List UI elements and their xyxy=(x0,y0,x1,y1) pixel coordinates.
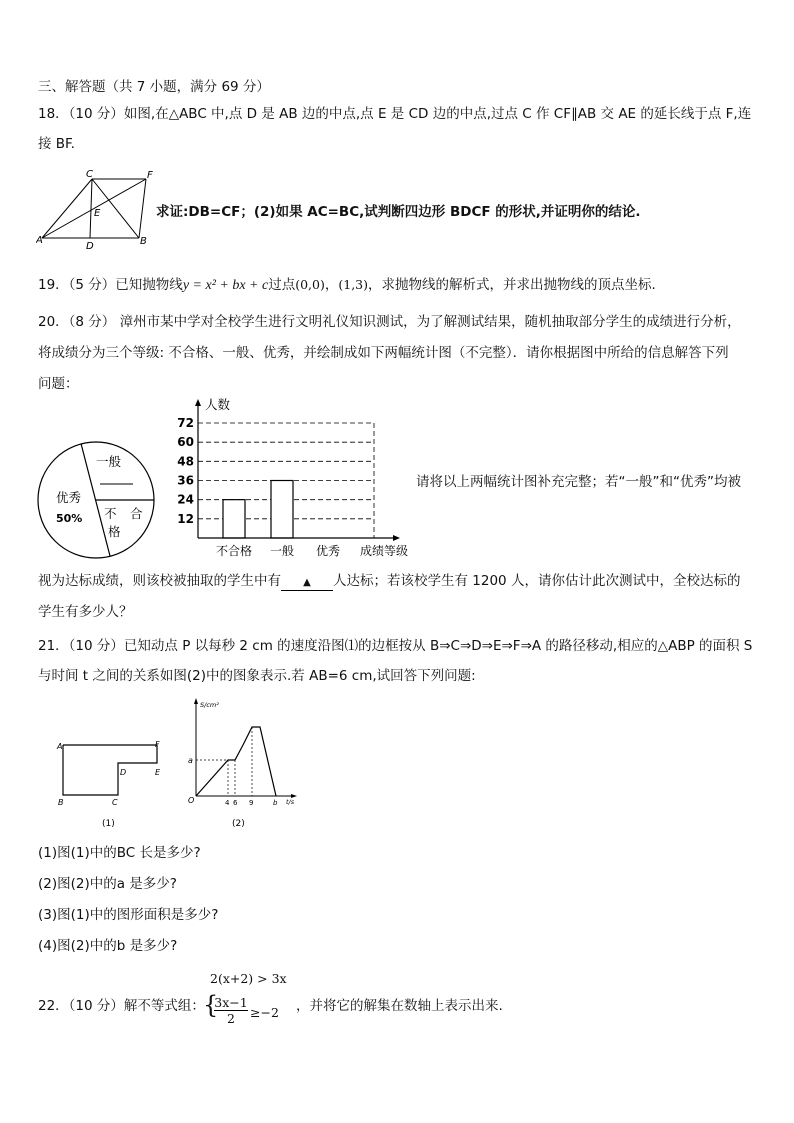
y-tick-label: 24 xyxy=(177,492,194,507)
fig2-origin: O xyxy=(188,796,195,805)
q18-triangle-figure xyxy=(36,168,161,250)
fig1-caption: (1) xyxy=(102,819,115,829)
fig1-label-d: D xyxy=(120,768,127,777)
q20-side-text: 请将以上两幅统计图补充完整；若“一般”和“优秀”均被 xyxy=(416,474,741,490)
label-e: E xyxy=(94,208,101,219)
q22-ineq2-rest: ≥−2 xyxy=(250,1005,279,1020)
fig2-tick-9: 9 xyxy=(249,799,254,807)
fig2-graph-line xyxy=(196,727,276,796)
q19-formula: y = x² + bx + c xyxy=(182,278,269,293)
q21-figure-2 xyxy=(180,695,305,830)
q19-point2: (1,3) xyxy=(338,277,368,292)
q22-suffix: ，并将它的解集在数轴上表示出来. xyxy=(296,998,503,1014)
label-d: D xyxy=(86,241,94,250)
x-category-label: 一般 xyxy=(269,544,295,558)
q19-mid: 过点 xyxy=(268,277,296,293)
fig2-tick-b: b xyxy=(273,799,278,807)
q19-suffix: ，求抛物线的解析式，并求出抛物线的顶点坐标. xyxy=(368,277,656,293)
q21-sub4: (4)图(2)中的b 是多少? xyxy=(38,938,178,954)
fig2-y-label: S/cm² xyxy=(200,701,219,709)
q19-line xyxy=(38,276,656,295)
y-tick-label: 72 xyxy=(177,416,194,430)
x-category-label: 不合格 xyxy=(215,544,253,558)
q18-line1: 18．（10 分）如图,在△ABC 中,点 D 是 AB 边的中点,点 E 是 CD 边的中点,过点 C 作 CF∥AB 交 AE 的延长线于点 F,连 xyxy=(38,106,752,122)
fig2-tick-4: 4 xyxy=(225,799,230,807)
q21-sub1: (1)图(1)中的BC 长是多少? xyxy=(38,845,201,861)
y-axis-arrow xyxy=(195,399,201,406)
q20-line4-b: 人达标；若该校学生有 1200 人，请你估计此次测试中，全校达标的 xyxy=(333,573,741,589)
label-b: B xyxy=(140,236,147,247)
pie-label-fail-3: 格 xyxy=(108,524,121,539)
label-c: C xyxy=(86,169,93,180)
label-a: A xyxy=(36,235,43,246)
segment-cd xyxy=(90,179,92,238)
y-tick-label: 48 xyxy=(177,454,194,469)
fig2-y-arrow xyxy=(194,698,198,704)
pie-label-general: 一般 xyxy=(96,454,122,469)
q20-line2: 将成绩分为三个等级: 不合格、一般、优秀，并绘制成如下两幅统计图（不完整）．请你根据图中所给的信息解答下列 xyxy=(38,345,729,361)
y-tick-label: 60 xyxy=(177,435,194,450)
q22-fraction xyxy=(214,995,248,1027)
q21-line1: 21．（10 分）已知动点 P 以每秒 2 cm 的速度沿图⑴的边框按从 B⇒C⇒D⇒E⇒F⇒A 的路径移动,相应的△ABP 的面积 S xyxy=(38,638,753,654)
q19-sep: ， xyxy=(324,277,339,293)
pie-label-fail-1: 不 xyxy=(104,506,117,521)
x-category-label: 优秀 xyxy=(315,544,341,558)
q20-line1: 20．（8 分） 漳州市某中学对全校学生进行文明礼仪知识测试，为了解测试结果，随机抽取部分学生的成绩进行分析， xyxy=(38,314,741,330)
fig1-outline xyxy=(63,745,157,795)
fig2-x-label: t/s xyxy=(286,798,295,806)
q20-line4-a: 视为达标成绩，则该校被抽取的学生中有 xyxy=(38,573,281,589)
segment-ac xyxy=(42,179,92,238)
q18-line2: 接 BF. xyxy=(38,136,75,152)
q20-answer-blank xyxy=(281,574,333,591)
fig1-label-e: E xyxy=(155,768,161,777)
q22-frac-den: 2 xyxy=(227,1011,235,1026)
fig1-label-f: F xyxy=(155,740,160,749)
fig1-label-b: B xyxy=(58,798,64,807)
q22-frac-num: 3x−1 xyxy=(214,995,248,1010)
q19-prefix: 19．（5 分）已知抛物线 xyxy=(38,277,183,293)
fig1-label-a: A xyxy=(57,742,63,751)
fig1-label-c: C xyxy=(112,798,118,807)
x-axis-label: 成绩等级 xyxy=(360,544,409,558)
q19-point1: (0,0) xyxy=(295,277,325,292)
q21-sub2: (2)图(2)中的a 是多少? xyxy=(38,876,177,892)
pie-label-excellent-pct: 50% xyxy=(56,512,83,525)
q22-ineq1: 2(x+2) > 3x xyxy=(210,971,287,986)
q22-prefix: 22．（10 分）解不等式组： xyxy=(38,998,205,1014)
q21-figure-1 xyxy=(52,735,177,830)
q21-line2: 与时间 t 之间的关系如图(2)中的图象表示.若 AB=6 cm,试回答下列问题: xyxy=(38,668,476,684)
q20-pie-chart xyxy=(36,440,162,562)
y-axis-label: 人数 xyxy=(205,397,231,412)
fig2-tick-6: 6 xyxy=(233,799,238,807)
segment-fb xyxy=(139,179,146,238)
x-axis-arrow xyxy=(393,535,400,541)
label-f: F xyxy=(147,170,153,181)
pie-label-excellent: 优秀 xyxy=(56,490,82,505)
q20-line4 xyxy=(38,572,740,591)
q21-sub3: (3)图(1)中的图形面积是多少? xyxy=(38,907,219,923)
q20-bar-chart xyxy=(172,393,420,563)
bar-1 xyxy=(271,481,293,539)
section-title: 三、解答题（共 7 小题，满分 69 分） xyxy=(38,79,270,95)
q22-brace: { xyxy=(203,991,219,1019)
blank-marker-icon: ▲ xyxy=(303,577,311,588)
bar-0 xyxy=(223,500,245,538)
q20-line5: 学生有多少人？ xyxy=(38,604,133,620)
pie-label-fail-2: 合 xyxy=(130,506,143,521)
y-tick-label: 12 xyxy=(177,511,194,526)
fig2-label-a: a xyxy=(188,756,193,765)
q18-task: 求证:DB=CF；(2)如果 AC=BC,试判断四边形 BDCF 的形状,并证明你的结论. xyxy=(156,204,641,220)
fig2-caption: (2) xyxy=(232,819,245,829)
q20-line3: 问题： xyxy=(38,376,79,392)
y-tick-label: 36 xyxy=(177,473,194,488)
